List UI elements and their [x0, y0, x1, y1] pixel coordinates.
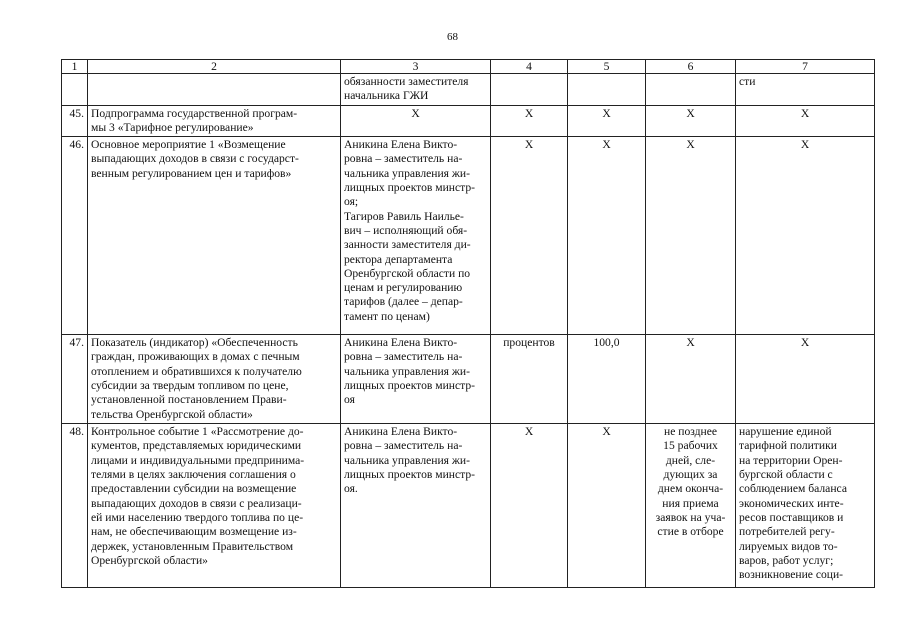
- row-deadline: [646, 74, 736, 106]
- row-value: 100,0: [568, 335, 646, 424]
- row-risk: X: [736, 335, 875, 424]
- header-cell: 2: [88, 60, 341, 74]
- row-value: X: [568, 137, 646, 335]
- plan-table: [61, 59, 875, 588]
- row-unit: [491, 74, 568, 106]
- row-unit: процентов: [491, 335, 568, 424]
- row-responsible: Аникина Елена Викто- ровна – заместитель на- чальника управления жи- лищных проектов минстр- оя; Тагиров Равиль Наилье- вич – исполняющий обя- занности заместителя ди- ректора департамента Оренбургской области по ценам и регулированию тарифов (далее – депар- тамент по ценам): [341, 137, 491, 335]
- row-number: 46.: [62, 137, 88, 335]
- row-risk: X: [736, 105, 875, 137]
- table-row: [62, 335, 875, 424]
- header-cell: 7: [736, 60, 875, 74]
- row-risk: X: [736, 137, 875, 335]
- row-responsible: Аникина Елена Викто- ровна – заместитель на- чальника управления жи- лищных проектов минстр- оя.: [341, 424, 491, 588]
- row-responsible: Аникина Елена Викто- ровна – заместитель на- чальника управления жи- лищных проектов минстр- оя: [341, 335, 491, 424]
- row-deadline: X: [646, 105, 736, 137]
- row-unit: X: [491, 105, 568, 137]
- row-name: Контрольное событие 1 «Рассмотрение до- кументов, представляемых юридическими лицами и индивидуальными предпринима- телями в целях заключения соглашения о предоставлении субсидии на возмещение выпадающих доходов в связи с реализаци- ей ими населению твердого топлива по це- нам, не обеспечивающим возмещение из- держек, установленным Правительством Оренбургской области»: [88, 424, 341, 588]
- row-value: X: [568, 424, 646, 588]
- row-name: [88, 74, 341, 106]
- row-unit: X: [491, 424, 568, 588]
- row-deadline: X: [646, 137, 736, 335]
- table-row: [62, 74, 875, 106]
- table-row: [62, 137, 875, 335]
- row-risk: сти: [736, 74, 875, 106]
- row-deadline: не позднее 15 рабочих дней, сле- дующих за днем оконча- ния приема заявок на уча- стие в отборе: [646, 424, 736, 588]
- row-value: X: [568, 105, 646, 137]
- header-cell: 5: [568, 60, 646, 74]
- row-name: Подпрограмма государственной програм- мы 3 «Тарифное регулирование»: [88, 105, 341, 137]
- row-responsible: X: [341, 105, 491, 137]
- row-responsible: обязанности заместителя начальника ГЖИ: [341, 74, 491, 106]
- row-number: 45.: [62, 105, 88, 137]
- table-row: [62, 105, 875, 137]
- table-row: [62, 424, 875, 588]
- header-cell: 4: [491, 60, 568, 74]
- row-number: 48.: [62, 424, 88, 588]
- row-name: Основное мероприятие 1 «Возмещение выпадающих доходов в связи с государст- венным регулированием цен и тарифов»: [88, 137, 341, 335]
- row-risk: нарушение единой тарифной политики на территории Орен- бургской области с соблюдением баланса экономических инте- ресов поставщиков и потребителей регу- лируемых видов то- варов, работ услуг; возникновение соци-: [736, 424, 875, 588]
- row-deadline: X: [646, 335, 736, 424]
- row-name: Показатель (индикатор) «Обеспеченность граждан, проживающих в домах с печным отоплением и обратившихся к получателю субсидии за твердым топливом по цене, установленной постановлением Прави- тельства Оренбургской области»: [88, 335, 341, 424]
- row-unit: X: [491, 137, 568, 335]
- header-cell: 1: [62, 60, 88, 74]
- header-cell: 6: [646, 60, 736, 74]
- row-number: [62, 74, 88, 106]
- header-cell: 3: [341, 60, 491, 74]
- row-number: 47.: [62, 335, 88, 424]
- header-row: [62, 60, 875, 74]
- row-value: [568, 74, 646, 106]
- page-number: 68: [447, 31, 458, 43]
